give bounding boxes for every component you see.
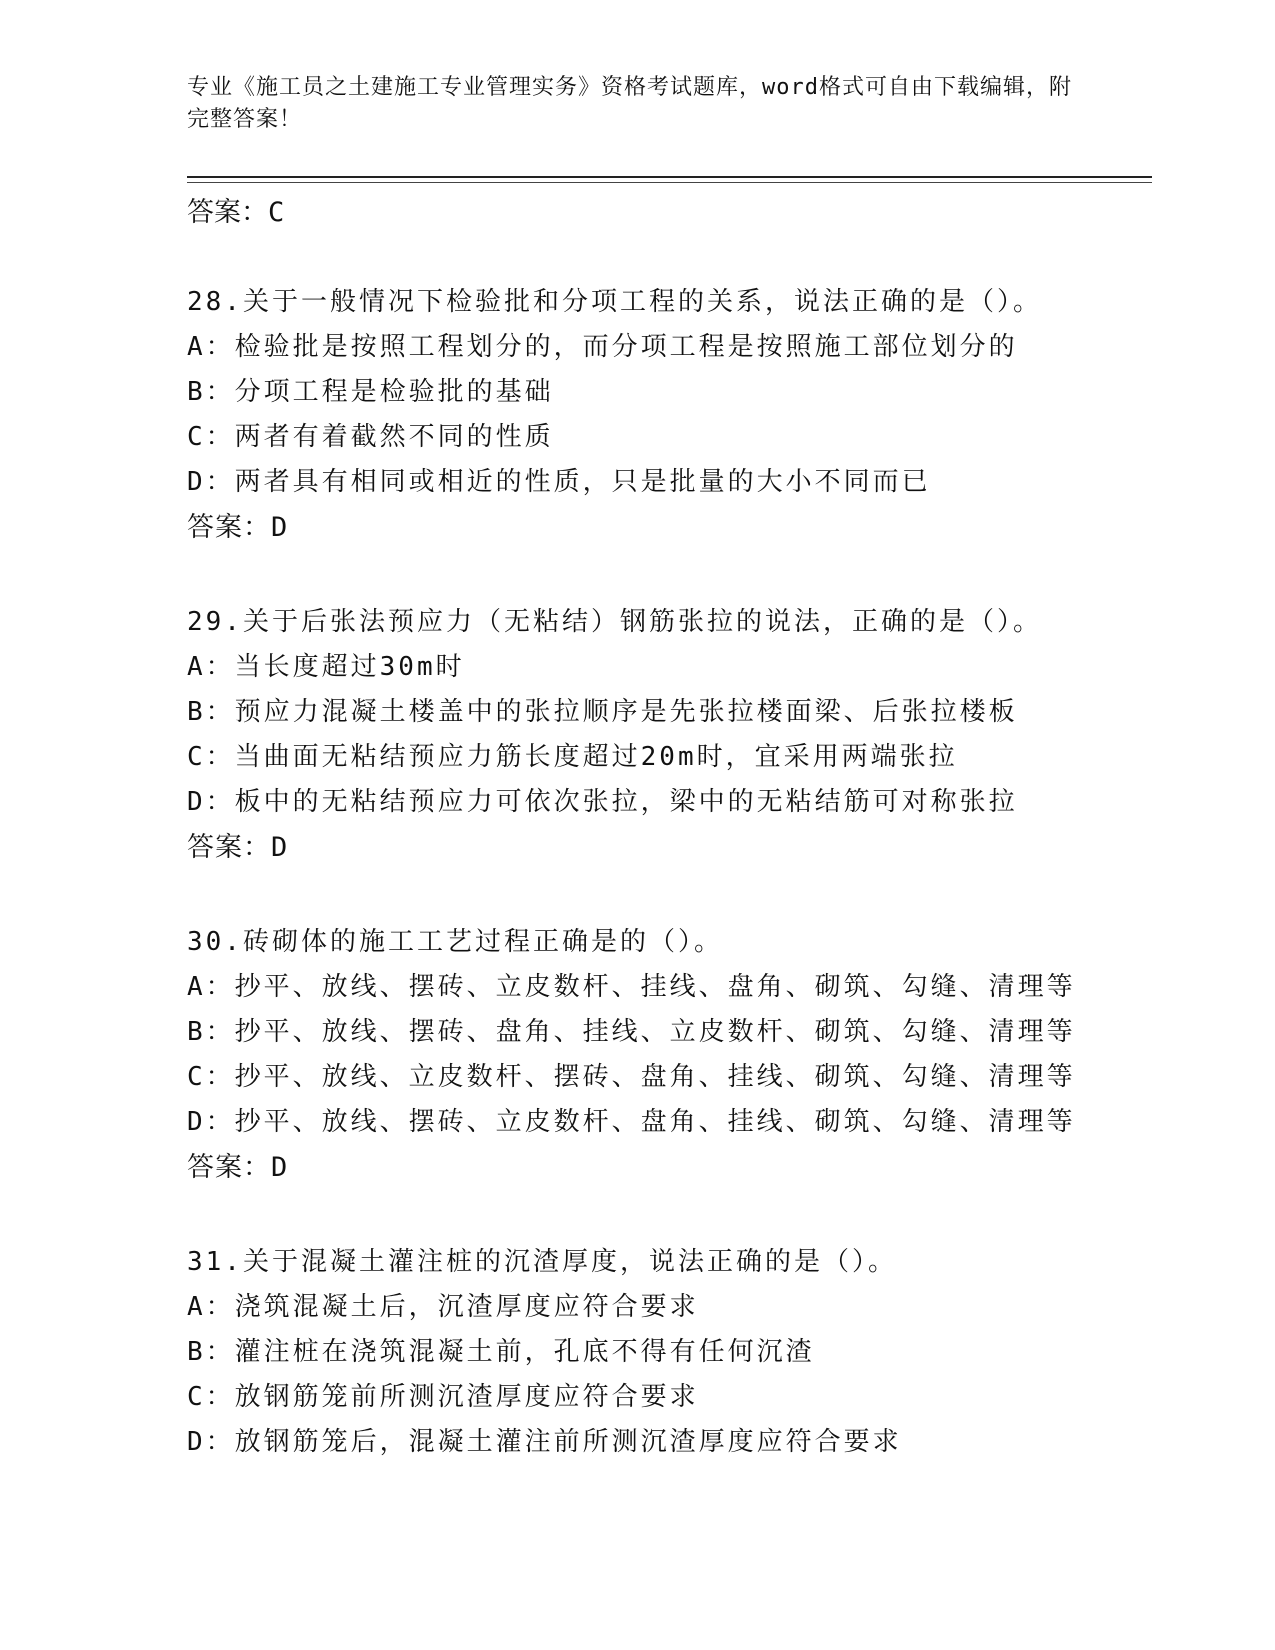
answer-line: 答案：D (187, 1152, 289, 1183)
question-31 (187, 1240, 1152, 1560)
option-b: B：分项工程是检验批的基础 (187, 377, 554, 407)
option-d: D：抄平、放线、摆砖、立皮数杆、盘角、挂线、砌筑、勾缝、清理等 (187, 1107, 1076, 1137)
option-a: A：抄平、放线、摆砖、立皮数杆、挂线、盘角、砌筑、勾缝、清理等 (187, 972, 1076, 1002)
option-c: C：两者有着截然不同的性质 (187, 422, 554, 452)
question-stem: 30.砖砌体的施工工艺过程正确是的（）。 (187, 927, 723, 957)
option-b: B：抄平、放线、摆砖、盘角、挂线、立皮数杆、砌筑、勾缝、清理等 (187, 1017, 1076, 1047)
answer-line: 答案：D (187, 512, 289, 543)
header-intro-text: 专业《施工员之土建施工专业管理实务》资格考试题库，word格式可自由下载编辑，附完整答案！ (187, 75, 1072, 132)
header-divider-thick (187, 176, 1152, 178)
header-divider-thin (187, 182, 1152, 183)
question-stem: 29.关于后张法预应力（无粘结）钢筋张拉的说法，正确的是（）。 (187, 607, 1042, 637)
answer-previous-question: 答案：C (187, 197, 285, 228)
option-c: C：放钢筋笼前所测沉渣厚度应符合要求 (187, 1382, 699, 1412)
question-29 (187, 600, 1152, 920)
option-a: A：浇筑混凝土后，沉渣厚度应符合要求 (187, 1292, 699, 1322)
option-d: D：放钢筋笼后，混凝土灌注前所测沉渣厚度应符合要求 (187, 1427, 902, 1457)
question-stem: 28.关于一般情况下检验批和分项工程的关系，说法正确的是（）。 (187, 287, 1042, 317)
option-d: D：板中的无粘结预应力可依次张拉，梁中的无粘结筋可对称张拉 (187, 787, 1018, 817)
question-28 (187, 280, 1152, 600)
option-c: C：抄平、放线、立皮数杆、摆砖、盘角、挂线、砌筑、勾缝、清理等 (187, 1062, 1076, 1092)
question-stem: 31.关于混凝土灌注桩的沉渣厚度，说法正确的是（）。 (187, 1247, 897, 1277)
option-c: C：当曲面无粘结预应力筋长度超过20m时，宜采用两端张拉 (187, 742, 958, 772)
document-header (187, 72, 1087, 136)
option-b: B：灌注桩在浇筑混凝土前，孔底不得有任何沉渣 (187, 1337, 815, 1367)
question-list (187, 280, 1152, 1560)
option-a: A：检验批是按照工程划分的，而分项工程是按照施工部位划分的 (187, 332, 1018, 362)
option-d: D：两者具有相同或相近的性质，只是批量的大小不同而已 (187, 467, 931, 497)
question-30 (187, 920, 1152, 1240)
option-b: B：预应力混凝土楼盖中的张拉顺序是先张拉楼面梁、后张拉楼板 (187, 697, 1018, 727)
option-a: A：当长度超过30m时 (187, 652, 465, 682)
answer-line: 答案：D (187, 832, 289, 863)
